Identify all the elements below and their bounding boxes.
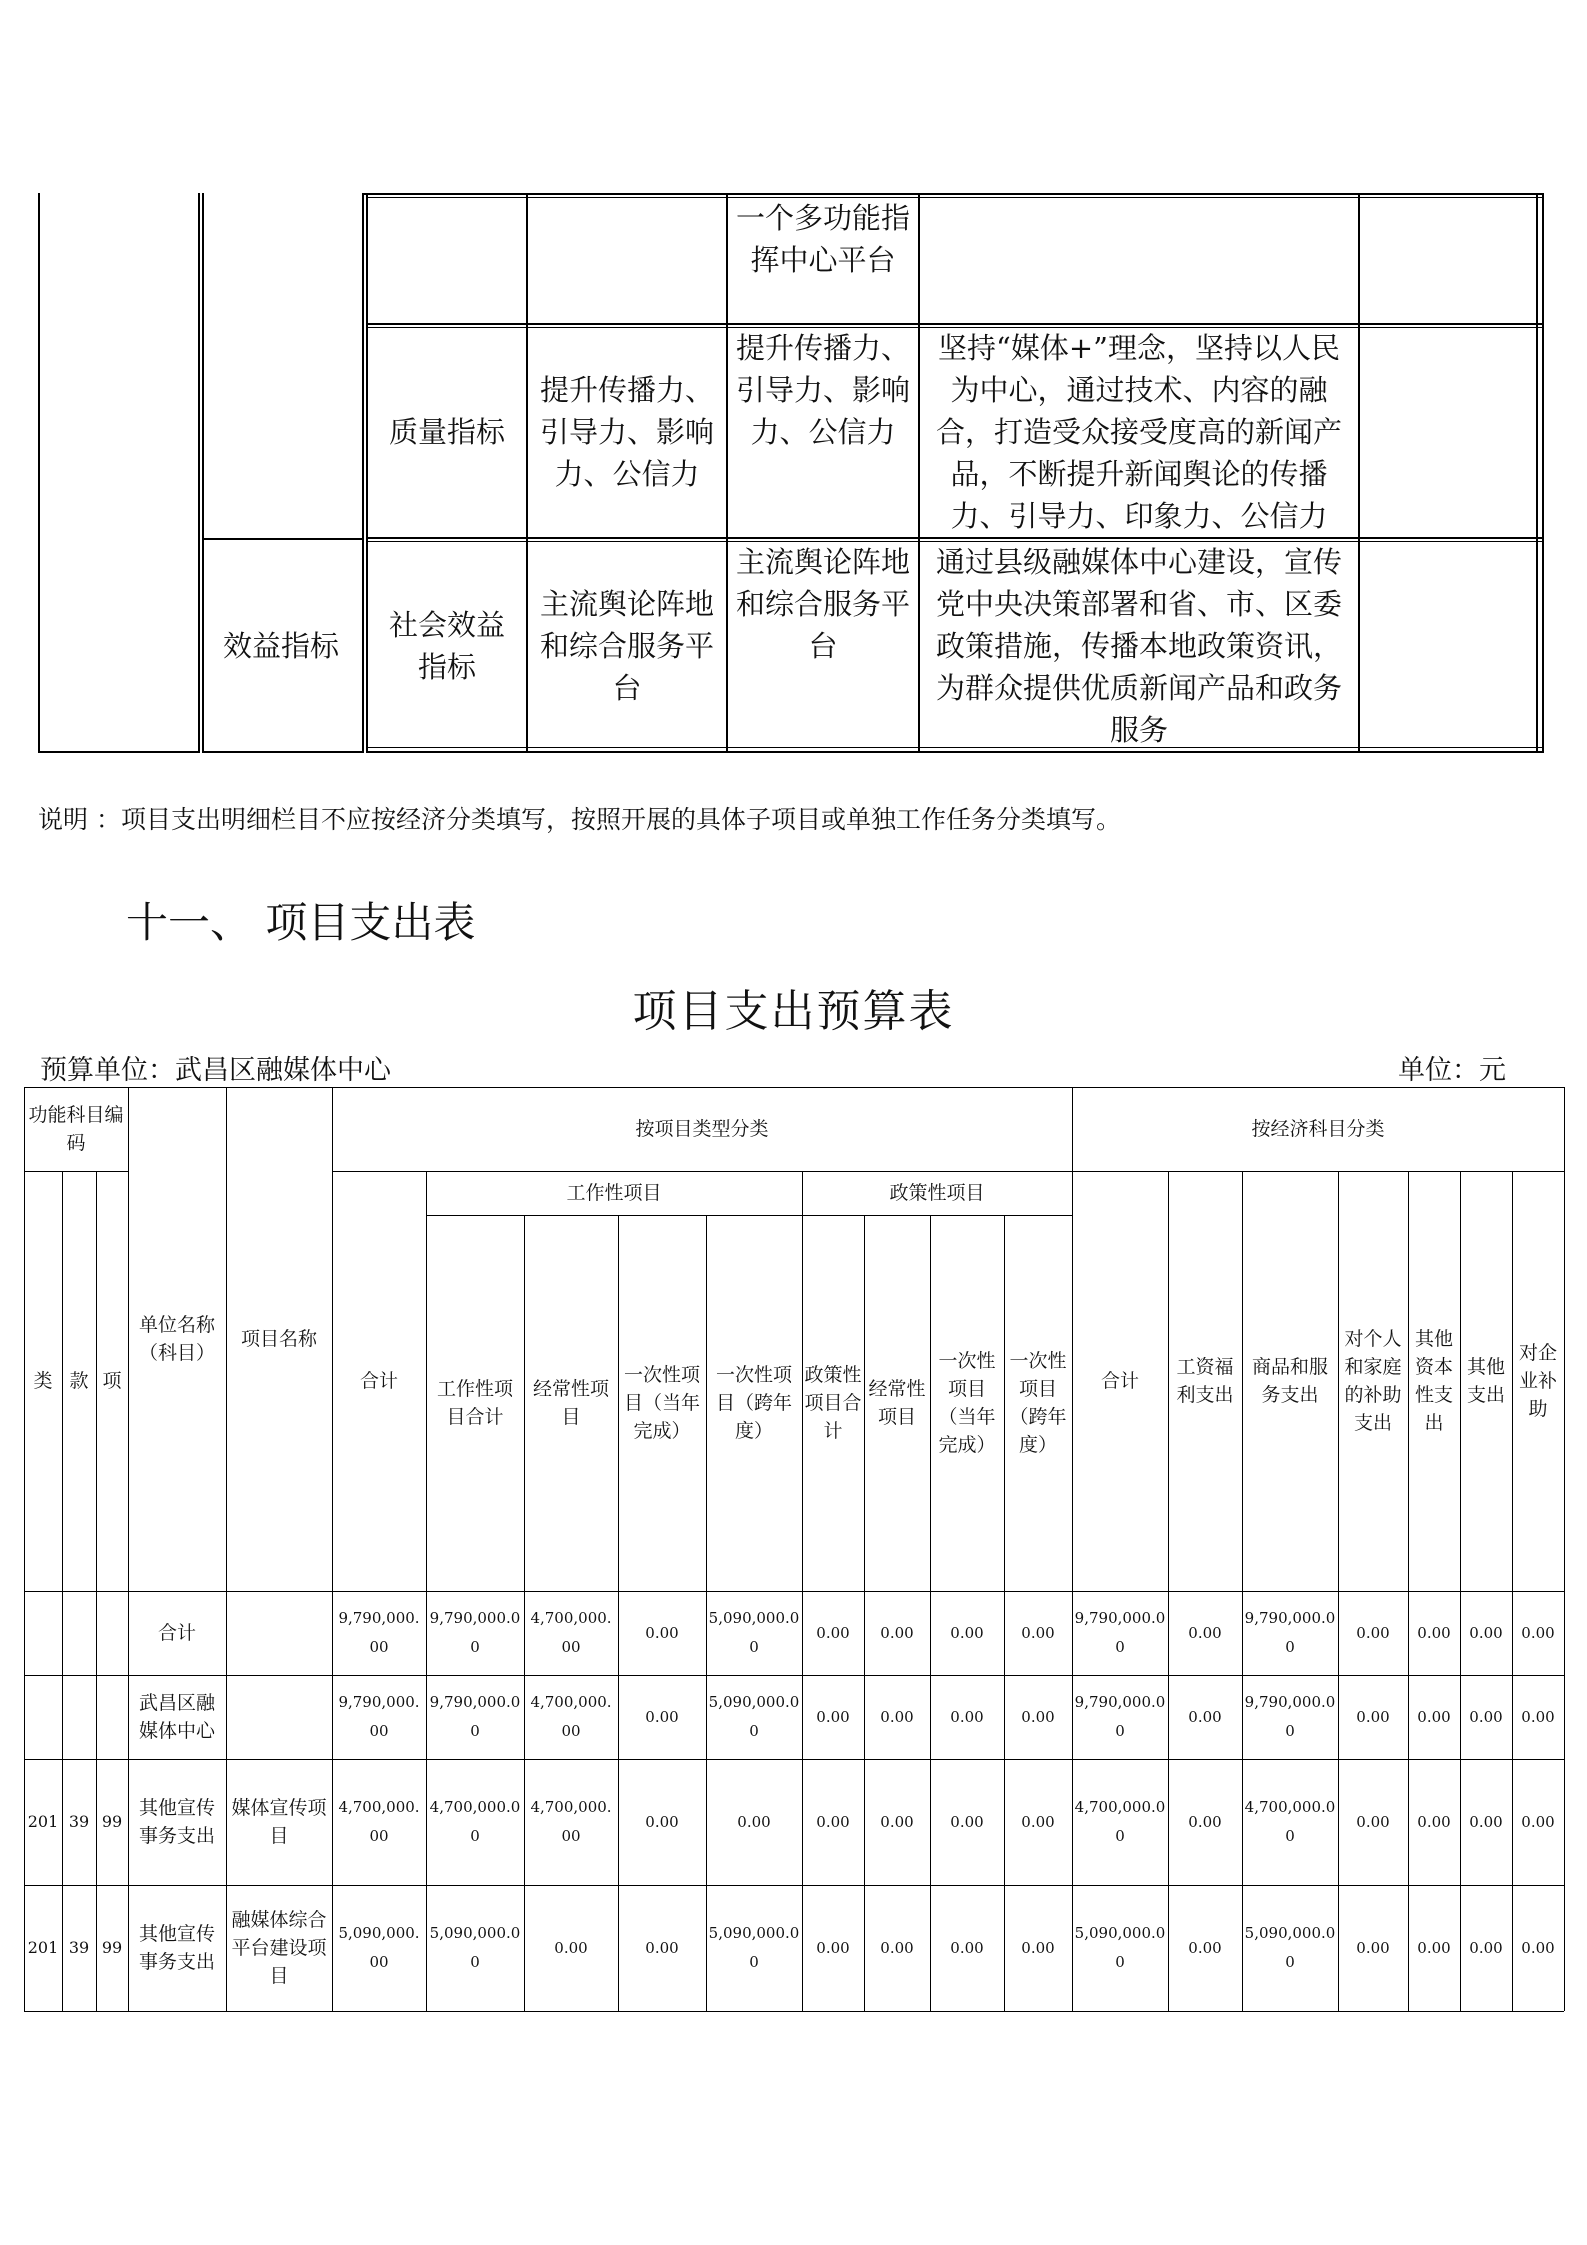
header-wages: 工资福利支出 [1176,1356,1234,1406]
cell-r2-v2: 4,700,000.00 [530,1798,612,1845]
cell-r3-lei: 201 [27,1938,59,1957]
cell-r1-v15: 0.00 [1521,1707,1555,1726]
cell-r1-v10: 0.00 [1188,1707,1222,1726]
cell-r2-v14: 0.00 [1469,1812,1503,1831]
cell-r2-v7: 0.00 [950,1812,984,1831]
cell-r2-v11: 4,700,000.00 [1244,1798,1336,1845]
header-subsidy-enterprise: 对企业补助 [1518,1342,1557,1420]
cell-r1-v4: 5,090,000.00 [708,1693,800,1740]
cell-r0-unit: 合计 [157,1622,196,1644]
cell-r3-v4: 5,090,000.00 [708,1924,800,1971]
header-project-name: 项目名称 [240,1328,317,1350]
header-by-econ: 按经济科目分类 [1251,1118,1385,1140]
header-policy-once-current: 一次性项目（当年完成） [938,1350,996,1456]
cell-r3-v1: 5,090,000.00 [429,1924,521,1971]
cell-r2-lei: 201 [27,1812,59,1831]
cell-r0-v8: 0.00 [1021,1623,1055,1642]
cell-r2-v15: 0.00 [1521,1812,1555,1831]
cell-r1-unit: 武昌区融媒体中心 [138,1692,215,1742]
cell-r1-v12: 0.00 [1356,1707,1390,1726]
header-policy-total: 政策性项目合计 [804,1364,862,1442]
cell-r3-project: 融媒体综合平台建设项目 [231,1909,327,1987]
cell-r1-v13: 0.00 [1417,1707,1451,1726]
header-other: 其他支出 [1466,1356,1505,1406]
cell-r0-kuan [62,1591,96,1675]
cell-r3-v11: 5,090,000.00 [1244,1924,1336,1971]
perf-row3-col5: 通过县级融媒体中心建设，宣传党中央决策部署和省、市、区委政策措施，传播本地政策资讯，为群众提供优质新闻产品和政务服务 [935,545,1342,747]
cell-r0-v15: 0.00 [1521,1623,1555,1642]
cell-r2-v3: 0.00 [645,1812,679,1831]
cell-r3-v9: 5,090,000.00 [1074,1924,1166,1971]
cell-r1-v2: 4,700,000.00 [530,1693,612,1740]
cell-r0-v14: 0.00 [1469,1623,1503,1642]
currency-unit: 单位：元 [1398,1055,1506,1086]
cell-r0-xiang [96,1591,128,1675]
cell-r3-v7: 0.00 [950,1938,984,1957]
cell-r0-v3: 0.00 [645,1623,679,1642]
cell-r2-v1: 4,700,000.00 [429,1798,521,1845]
cell-r3-v15: 0.00 [1521,1938,1555,1957]
cell-r2-v10: 0.00 [1188,1812,1222,1831]
cell-r0-v1: 9,790,000.00 [429,1609,521,1656]
header-goods: 商品和服务支出 [1251,1356,1328,1406]
cell-r1-v6: 0.00 [880,1707,914,1726]
cell-r2-v4: 0.00 [737,1812,771,1831]
cell-r1-v0: 9,790,000.00 [338,1693,420,1740]
cell-r1-v8: 0.00 [1021,1707,1055,1726]
cell-r1-v3: 0.00 [645,1707,679,1726]
cell-r2-v5: 0.00 [816,1812,850,1831]
cell-r1-lei [24,1675,62,1759]
cell-r0-v13: 0.00 [1417,1623,1451,1642]
cell-r0-v6: 0.00 [880,1623,914,1642]
perf-row1-col4: 一个多功能指挥中心平台 [736,201,911,277]
perf-row2-col5: 坚持“媒体+”理念，坚持以人民为中心，通过技术、内容的融合，打造受众接受度高的新闻产品，不断提升新闻舆论的传播力、引导力、印象力、公信力 [935,331,1342,533]
cell-r1-project [226,1675,332,1759]
cell-r2-v0: 4,700,000.00 [338,1798,420,1845]
perf-row3-col3: 主流舆论阵地和综合服务平台 [539,587,714,705]
cell-r1-v14: 0.00 [1469,1707,1503,1726]
cell-r1-v9: 9,790,000.00 [1074,1693,1166,1740]
header-xiang: 项 [102,1370,122,1392]
cell-r0-v0: 9,790,000.00 [338,1609,420,1656]
cell-r1-v11: 9,790,000.00 [1244,1693,1336,1740]
perf-row2-level3: 质量指标 [388,415,505,449]
cell-r3-v13: 0.00 [1417,1938,1451,1957]
header-work-regular: 经常性项目 [532,1378,609,1428]
cell-r3-v12: 0.00 [1356,1938,1390,1957]
cell-r1-v1: 9,790,000.00 [429,1693,521,1740]
cell-r2-v9: 4,700,000.00 [1074,1798,1166,1845]
cell-r2-project: 媒体宣传项目 [231,1797,327,1847]
section-title: 十一、 项目支出表 [126,898,476,947]
cell-r0-v10: 0.00 [1188,1623,1222,1642]
header-subsidy-personal: 对个人和家庭的补助支出 [1344,1328,1402,1434]
header-unit-name: 单位名称（科目） [138,1314,215,1364]
header-kuan: 款 [69,1370,89,1392]
cell-r1-xiang [96,1675,128,1759]
cell-r3-v8: 0.00 [1021,1938,1055,1957]
explanation-note: 说明 ：项目支出明细栏目不应按经济分类填写，按照开展的具体子项目或单独工作任务分类填写。 [38,805,1121,834]
cell-r3-v0: 5,090,000.00 [338,1924,420,1971]
cell-r0-v4: 5,090,000.00 [708,1609,800,1656]
cell-r0-v11: 9,790,000.00 [1244,1609,1336,1656]
cell-r1-v5: 0.00 [816,1707,850,1726]
header-work-once-cross: 一次性项目（跨年度） [715,1364,792,1442]
header-lei: 类 [33,1370,53,1392]
header-by-project-type: 按项目类型分类 [635,1118,769,1140]
header-work-projects: 工作性项目 [566,1182,662,1204]
cell-r2-v8: 0.00 [1021,1812,1055,1831]
cell-r3-v6: 0.00 [880,1938,914,1957]
cell-r1-kuan [62,1675,96,1759]
cell-r2-xiang: 99 [101,1812,123,1831]
cell-r3-v10: 0.00 [1188,1938,1222,1957]
header-func-code: 功能科目编码 [28,1104,124,1154]
cell-r3-v14: 0.00 [1469,1938,1503,1957]
perf-row2-col3: 提升传播力、引导力、影响力、公信力 [539,373,714,491]
cell-r3-unit: 其他宣传事务支出 [138,1923,215,1973]
perf-row3-level3: 社会效益指标 [388,608,505,684]
cell-r2-v6: 0.00 [880,1812,914,1831]
header-policy-regular: 经常性项目 [868,1378,926,1428]
cell-r2-kuan: 39 [68,1812,90,1831]
cell-r3-xiang: 99 [101,1938,123,1957]
document-title: 项目支出预算表 [632,986,955,1037]
cell-r3-kuan: 39 [68,1938,90,1957]
cell-r3-v2: 0.00 [554,1938,588,1957]
header-econ-total: 合计 [1100,1370,1139,1392]
cell-r2-v12: 0.00 [1356,1812,1390,1831]
perf-row3-col4: 主流舆论阵地和综合服务平台 [736,545,911,663]
budget-unit: 预算单位：武昌区融媒体中心 [40,1055,391,1086]
cell-r0-lei [24,1591,62,1675]
header-work-once-current: 一次性项目（当年完成） [623,1364,700,1442]
cell-r0-v7: 0.00 [950,1623,984,1642]
cell-r3-v5: 0.00 [816,1938,850,1957]
cell-r1-v7: 0.00 [950,1707,984,1726]
cell-r0-project [226,1591,332,1675]
header-policy-projects: 政策性项目 [889,1182,985,1204]
cell-r3-v3: 0.00 [645,1938,679,1957]
cell-r0-v9: 9,790,000.00 [1074,1609,1166,1656]
cell-r0-v5: 0.00 [816,1623,850,1642]
header-policy-once-cross: 一次性项目（跨年度） [1009,1350,1067,1456]
perf-row3-level2: 效益指标 [222,629,339,663]
header-total: 合计 [359,1370,398,1392]
cell-r2-v13: 0.00 [1417,1812,1451,1831]
cell-r0-v12: 0.00 [1356,1623,1390,1642]
cell-r0-v2: 4,700,000.00 [530,1609,612,1656]
cell-r2-unit: 其他宣传事务支出 [138,1797,215,1847]
perf-row2-col4: 提升传播力、引导力、影响力、公信力 [736,331,911,449]
header-capital-other: 其他资本性支出 [1414,1328,1453,1434]
header-work-total: 工作性项目合计 [436,1378,513,1428]
